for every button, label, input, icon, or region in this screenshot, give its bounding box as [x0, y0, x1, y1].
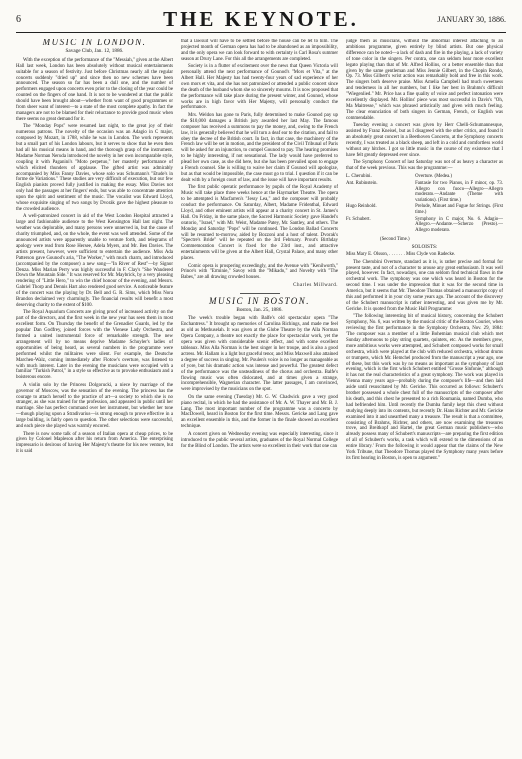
london-paragraph: that a lawsuit will have to be settled before the house can be let to him. The projected month of German opera has had to be abandoned as an impossibility, and the only opera we can look forward to with certainty is Carl Rosa's summer season at Drury Lane. For this all the arrangements are completed.	[181, 39, 338, 62]
boston-heading: MUSIC IN BOSTON.	[208, 295, 311, 306]
programme-composer: L. Cherubini.	[346, 174, 372, 180]
london-paragraph: The "Monday Pops" were resumed last night, to the great joy of their numerous patrons. The novelty of the occasion was an Adagio in C major, composed by Mozart, in 1788, while he was in London. The work represents but a small part of his London labours, but it serves to show that he even then had all his musical means in hand, and the thorough grasp of the instrument. Madame Norman Neruda introduced the novelty in her own incomparable style, coupling it with Paganini's "Moto perpetuo," her masterly performance of which elicited thunders of applause. The gifted artist was admirably accompanied by Miss Fanny Davies, whose solo was Schumann's "Etude's in forme de Variations." These studies are very difficult of execution, but our few English pianists proved fully justified in making the essay. Miss Davies not only had the passages at her fingers' ends, but was able to concentrate attention upon the spirit and sentiment of the music. The vocalist was Edward Lloyd, whose exquisite singing of two songs by Dvorák gave the highest pleasure to the crowded audience.	[16, 124, 173, 212]
london-paragraph: Mrs. Weldon has gone to Paris, fully determined to make Gounod pay up the $10,000 damages a British jury awarded her last May. The famous composer has received a summons to pay the money, and, owing to the French law, it is generally believed that he will turn a deaf ear to the citation, and fail to obey the decree of the British court. In fact, in that case, the machinery of the French law will be set in motion, and the president of the Civil Tribunal of Paris will be asked for an injunction, to compel Gounod to pay. The hearing promises to be highly interesting, if not sensational. The lady would have preferred to plead her own case, as she did here, but she has been prevailed upon to engage a French counsel. She is willing to waive her claim if Gounod will apologize, but as that would be impossible, the case must go to trial. I question if it can be dealt with by a foreign court of law, and the issue will have important results.	[181, 112, 338, 183]
boston-paragraph: The week's trouble began with Balfe's old spectacular opera "The Enchantress." It brought up memories of Carolina Richings, and made me feel as old as Methuselah. It was given at the Globe Theatre by the Alla Norman Opera Company, a theatre not exactly the place for spectacular work, yet the opera was given with considerable scenic effect, and with some excellent tableaux. Miss Alla Norman is the best singer in her troupe, and is also a good actress. Mr. Hallam is a light but graceful tenor, and Miss Maxwell also attained a degree of success in singing. Mr. Poulen's voice is no longer as manageable as of yore, but his dramatic action was intense and powerful. The greatest defect of the performance was the unsteadiness of the chorus and orchestra. Balfe's flowing music was often dislocated, and at times given a strange, incomprehensible, Wagnerian character. The latter passages, I am convinced, were improvised by the musicians on the spot.	[181, 316, 338, 393]
concert-programme	[346, 174, 503, 234]
london-paragraph: There is now some talk of a season of Italian opera at cheap prices, to be given by Colonel Mapleson after his return from America. The enterprising impressario is desirous of having Her Majesty's theatre for his new venture, but it is said	[16, 431, 173, 455]
london-dateline: Savage Club, Jan. 12, 1886.	[65, 47, 124, 54]
programme-piece: Fantasie for two Pianos, in F minor, op. 73. Allegro con fuoco—Allegro—Allegro moderato.—Andante (Theme with variations). (First time.)	[415, 181, 503, 203]
programme-row	[346, 174, 503, 181]
section-divider	[240, 293, 280, 294]
london-signature: Charles Millward.	[293, 282, 338, 288]
programme-note: (Second Time.)	[380, 236, 410, 242]
column-1	[16, 39, 173, 754]
programme-composer: Fr. Schubert.	[346, 216, 371, 222]
london-paragraph: The first public operatic performance by pupils of the Royal Academy of Music will take place three weeks hence at the Haymarket Theatre. The opera to be attempted is Macfarren's "Jessy Lea," and the composer will probably conduct the performance. On Saturday, Albert, Madame Fridenthal, Edward Lloyd, and other eminent artists will appear at a charity concert in St. James's Hall. On Friday, in the same place, the Sacred Harmonic Society gave Handel's oratorio, "Israel," with Mr. Weist, Madame Patey, Mr. Santley, and others. The Monday and Saturday "Pops" will be continued. The London Ballad Concerts will be resumed to-morrow, aided by Bozzoni and a host of talent. Dvorak's "Spectre's Bride" will be repeated on the 3rd February. Prout's Birthday Commemoration Concert is fixed for the 23rd inst., and attractive entertainments will be given at the Albert Hall, Crystal Palace, and many other places.	[181, 185, 338, 262]
boston-paragraph: judge them as musicians, without the abnormal interest attaching to an ambitious programme, given entirely by blind artists. But one physical difference can be noted—a lack of dash and fire in the playing, a lack of variety of tone color in the singers. Per contra, one can seldom hear more excellent legato playing than that of Mr. Alfred Hollins, or a better ensemble than that given by the same gentleman and Miss Jennie Gilbert, in the Chopin Rondo, Op. 73. Miss Gilbert's wrist action was remarkably bold and free in this work. The singers both deserve praise. Miss Amelia Campbell had much sweetness and tenderness in all her numbers, but I like her best in Brahms's difficult "Wiegenlied." Mr. Price has a fine quality of voice and perfect intonation were excellently displayed. Mr. Hollins' piece was most successful in Davis's "Oh, Ma Maitresse," which was phrased artistically and given with much feeling. The clear enunciation of both singers in German, French, or English was commendable.	[346, 39, 503, 121]
london-heading: MUSIC IN LONDON.	[42, 39, 147, 47]
masthead	[16, 6, 506, 33]
boston-paragraph: On the same evening (Tuesday) Mr. G. W. Chadwick gave a very good piano recital, in which he had the assistance of Mr. A. W. Thayer and Mr. B. J. Lang. The most important number of the programme was a concerto by MacDowell, heard in Boston for the first time. Messrs. Gericke and Lang gave an excellent ensemble in this, and the former in the finale showed an excellent technique.	[181, 394, 338, 430]
london-paragraph: The Royal Aquarium Concerts are giving proof of increased activity on the part of the directors, and the first week in the new year has seen them in most excellent form. On Thursday the benefit of the Grenadier Guards, led by the popular Dan Godfrey, joined forces with the Vienese Lady Orchestra, and formed a united instrumental force of remarkable strength. The new arrangement will by no means deprive Madame Schuyler's ladies of opportunities of being heard, as several numbers in the programme were performed whilst the militaires were silent. For example, the Deutsche Marchen-Walz, coming immediately after Flotow's overture, was listened to with much interest. Later in the evening the musicians were occupied with a familiar "Turkish Patrol," in a style so effective as to provoke enthusiasm and a boisterous encore.	[16, 310, 173, 381]
soloists-label: SOLOISTS:	[411, 243, 438, 250]
boston-paragraph: Tuesday evening a concert was given by Herr Chelli-Schumannesque, assisted by Franz Kneisel, but as I disagreed with the other critics, and found it an absolutely great concert in a Beethoven Concerto, at the Symphony concerts recently, I was treated as a black sheep, and left in a cold and comfortless world without any hitches. I got so little music in the course of my existence that I have felt greatly depressed ever since.	[346, 123, 503, 158]
soloists-line: Miss Mary E. Olsson, . . . . . . . Miss Clyde von Radecke.	[346, 251, 456, 257]
column-3	[346, 39, 503, 754]
london-paragraph: A violin solo by the Princess Dolgorucki, a niece by marriage of the governor of Moscow, was the sensation of the evening. The princess has the courage to attach herself to the practice of art—a society to which she is no stranger, as she was trained for the profession, and appeared in public until her marriage. She has perfect command over her instrument, but whether her tone—though playing upon a Stradivarius—is strong enough to prove effective in a large building, is fairly open to question. The other selections were successful, and each piece she played was warmly encored.	[16, 382, 173, 430]
boston-dateline: Boston, Jan. 25, 1886.	[236, 306, 283, 313]
programme-row	[346, 181, 503, 204]
london-paragraph: A well-patronized concert in aid of the West London Hospital attracted a large and fashionable audience to the West Kensington Hall last night. The weather was deplorable, and many persons were unnerved in, but the cause of charity triumphed, and, on the whole, the event was well attended. Some of the announced artists were apparently unable to venture forth, and telegrams of apology were read from Rose Hersee, Adela Myers, and Mr. Ben Davies. The artists present, however, were sufficient to entertain the audience. Miss Ada Patterson gave Gounod's aria, "The Worker," with much charm, and introduced (accompanied by the composer) a new song—"In River of Rest"—by Signor Denza. Miss Marian Perry was highly successful in F. Clay's "She Wandered Down the Mountain Side." It was reserved for Mr. Maybrick, by a very pleasing rendering of "Little Hero," to win the chief honour of the evening, and Messrs. Gabriel Thorp and Dennis Hart also rendered good service. A noticeable feature of the concert was the playing by Dr. Bell and G. R. Sims, which Miss Nora Brandon declaimed very charmingly. The financial results will benefit a most deserving charity to the extent of $100.	[16, 214, 173, 308]
programme-row	[346, 216, 503, 234]
issue-date: JANUARY 30, 1886.	[437, 15, 506, 24]
london-paragraph: Society is in a flutter of excitement over the news that Queen Victoria will personally attend the next performance of Gounod's "Mors et Vita," at the Albert Hall. Her Majesty has had twenty-four years of sad experience of her own mors et vita, and she has not patronized or attended a public concert since the death of the husband whom she so sincerely mourns. It is now proposed that the performance will take place during the present winter, and Gounod, whose works are in high favor with Her Majesty, will personally conduct the performance.	[181, 64, 338, 111]
boston-paragraph: "The following interesting bit of musical history, concerning the Schubert Symphony, No. 6, was written by the musical critic of the Boston Courier, when reviewing the first performance in the Symphony Orchestra, Nov. 29, 1884: 'The composer was a member of a little Bohemian musical club which met Sunday afternoons to play string quartets, quintets, etc. As the members grew, more ambitious works were attempted, and Schubert composed works for small orchestra, which were played at the club with reduced orchestra, without drums or trumpets, which Mr. Hemchel produced from the manuscript a year ago, one of these, but this work was by no means as important as the symphony of last evening, which is the first which Schubert entitled "Grosse Sinfonie," although it has not the real characteristics of a great symphony. The work was played in Vienna many years ago—probably during the composer's life—and then laid aside until resuscitated by Mr. Gericke. This occurred as follows: Schubert's brother possessed a whole chest full of the manuscripts of the composer after his death, and this chest he presented to a rich Roumania, named Dumba, who had befriended him. Until recently the Dumba family kept this chest without studying deeply into its contents, but recently Dr. Hans Richter and Mr. Gericke examined into it and unearthed many a treasure. The result is that a committee, consisting of Brahms, Richter, and others, are now examining the treasures trove, and Breitkopf and Hartel, the great German music publishers—who already possess many of Schubert's manuscripts—are preparing the first edition of all of Schubert's works, a task which will extend to the dimensions of an entire library.' From the following it would appear that the claims of the New York Tribune, that Theodore Thomas played the Symphony many years before its first hearing in Boston, is open to argument."	[346, 314, 503, 461]
columns	[16, 39, 506, 754]
page-number: 6	[16, 14, 21, 25]
boston-paragraph: The Cherubini Overture, standard as it is, is rather precise and formal for present taste, and not of a character to arouse any great enthusiasm. It was well played, however. In fact, nowadays, one can seldom find technical flaws in the orchestral work. The symphony was one which was heard in Boston for the second time. I was under the impression that it was for the second time in America, but it seems that Mr. Theodore Thomas obtained a manuscript copy of this and performed it in your city some years ago. The account of the discovery of the Schubert manuscript is rather interesting, and was given me by Mr. Gericke. It is quoted from the Music Hall Programme:	[346, 259, 503, 312]
column-2	[181, 39, 338, 754]
boston-paragraph: A concert given on Wednesday evening was especially interesting, since it introduced to the public several artists, graduates of the Royal Normal College for the Blind of London. The artists were so excellent in their work that one can	[181, 431, 338, 449]
programme-piece: Overture. (Medea.)	[415, 174, 452, 180]
programme-composer: Ant. Rubinstein.	[346, 181, 378, 187]
programme-piece: Prelude, Minuet and Fugue for Strings. (First time.)	[415, 204, 503, 215]
programme-row	[346, 204, 503, 216]
boston-paragraph: The Symphony Concert of last Saturday was not of as heavy a character as that of the week previous. This was the programme:—	[346, 160, 503, 172]
programme-piece: Symphony in C major, No. 6. Adagio—Allegro.—Andante.—Scherzo (Presto).—Allegro moderato.	[415, 216, 503, 233]
london-paragraph: With the exception of the performance of the "Messiah," given at the Albert Hall last week, London has been absolutely without musical entertainments suitable for a season of festivity. Just before Christmas nearly all the regular concerts suddenly "dried up" and since then no new schemes have been announced. The season so far has been a dull one, and the number of performers engaged upon concerts even prior to the closing of the year could be counted on the fingers of one hand. It is not to be wondered at that the public should have been brought about—whether from want of good programmes or from sheer want of interest—to a state of the most complete apathy. In fact the managers are not to be blamed for their reluctance to provide good music when there seems no great demand for it.	[16, 57, 173, 122]
publication-title: THE KEYNOTE.	[163, 7, 359, 31]
london-paragraph: Comic opera is prospering exceedingly, and the Avenue with "Kenilworth," Prince's with "Erminie," Savoy with the "Mikado," and Novelty with "The Babes," are all drawing crowded houses.	[181, 263, 338, 281]
programme-composer: Hugo Reinhold.	[346, 204, 377, 210]
